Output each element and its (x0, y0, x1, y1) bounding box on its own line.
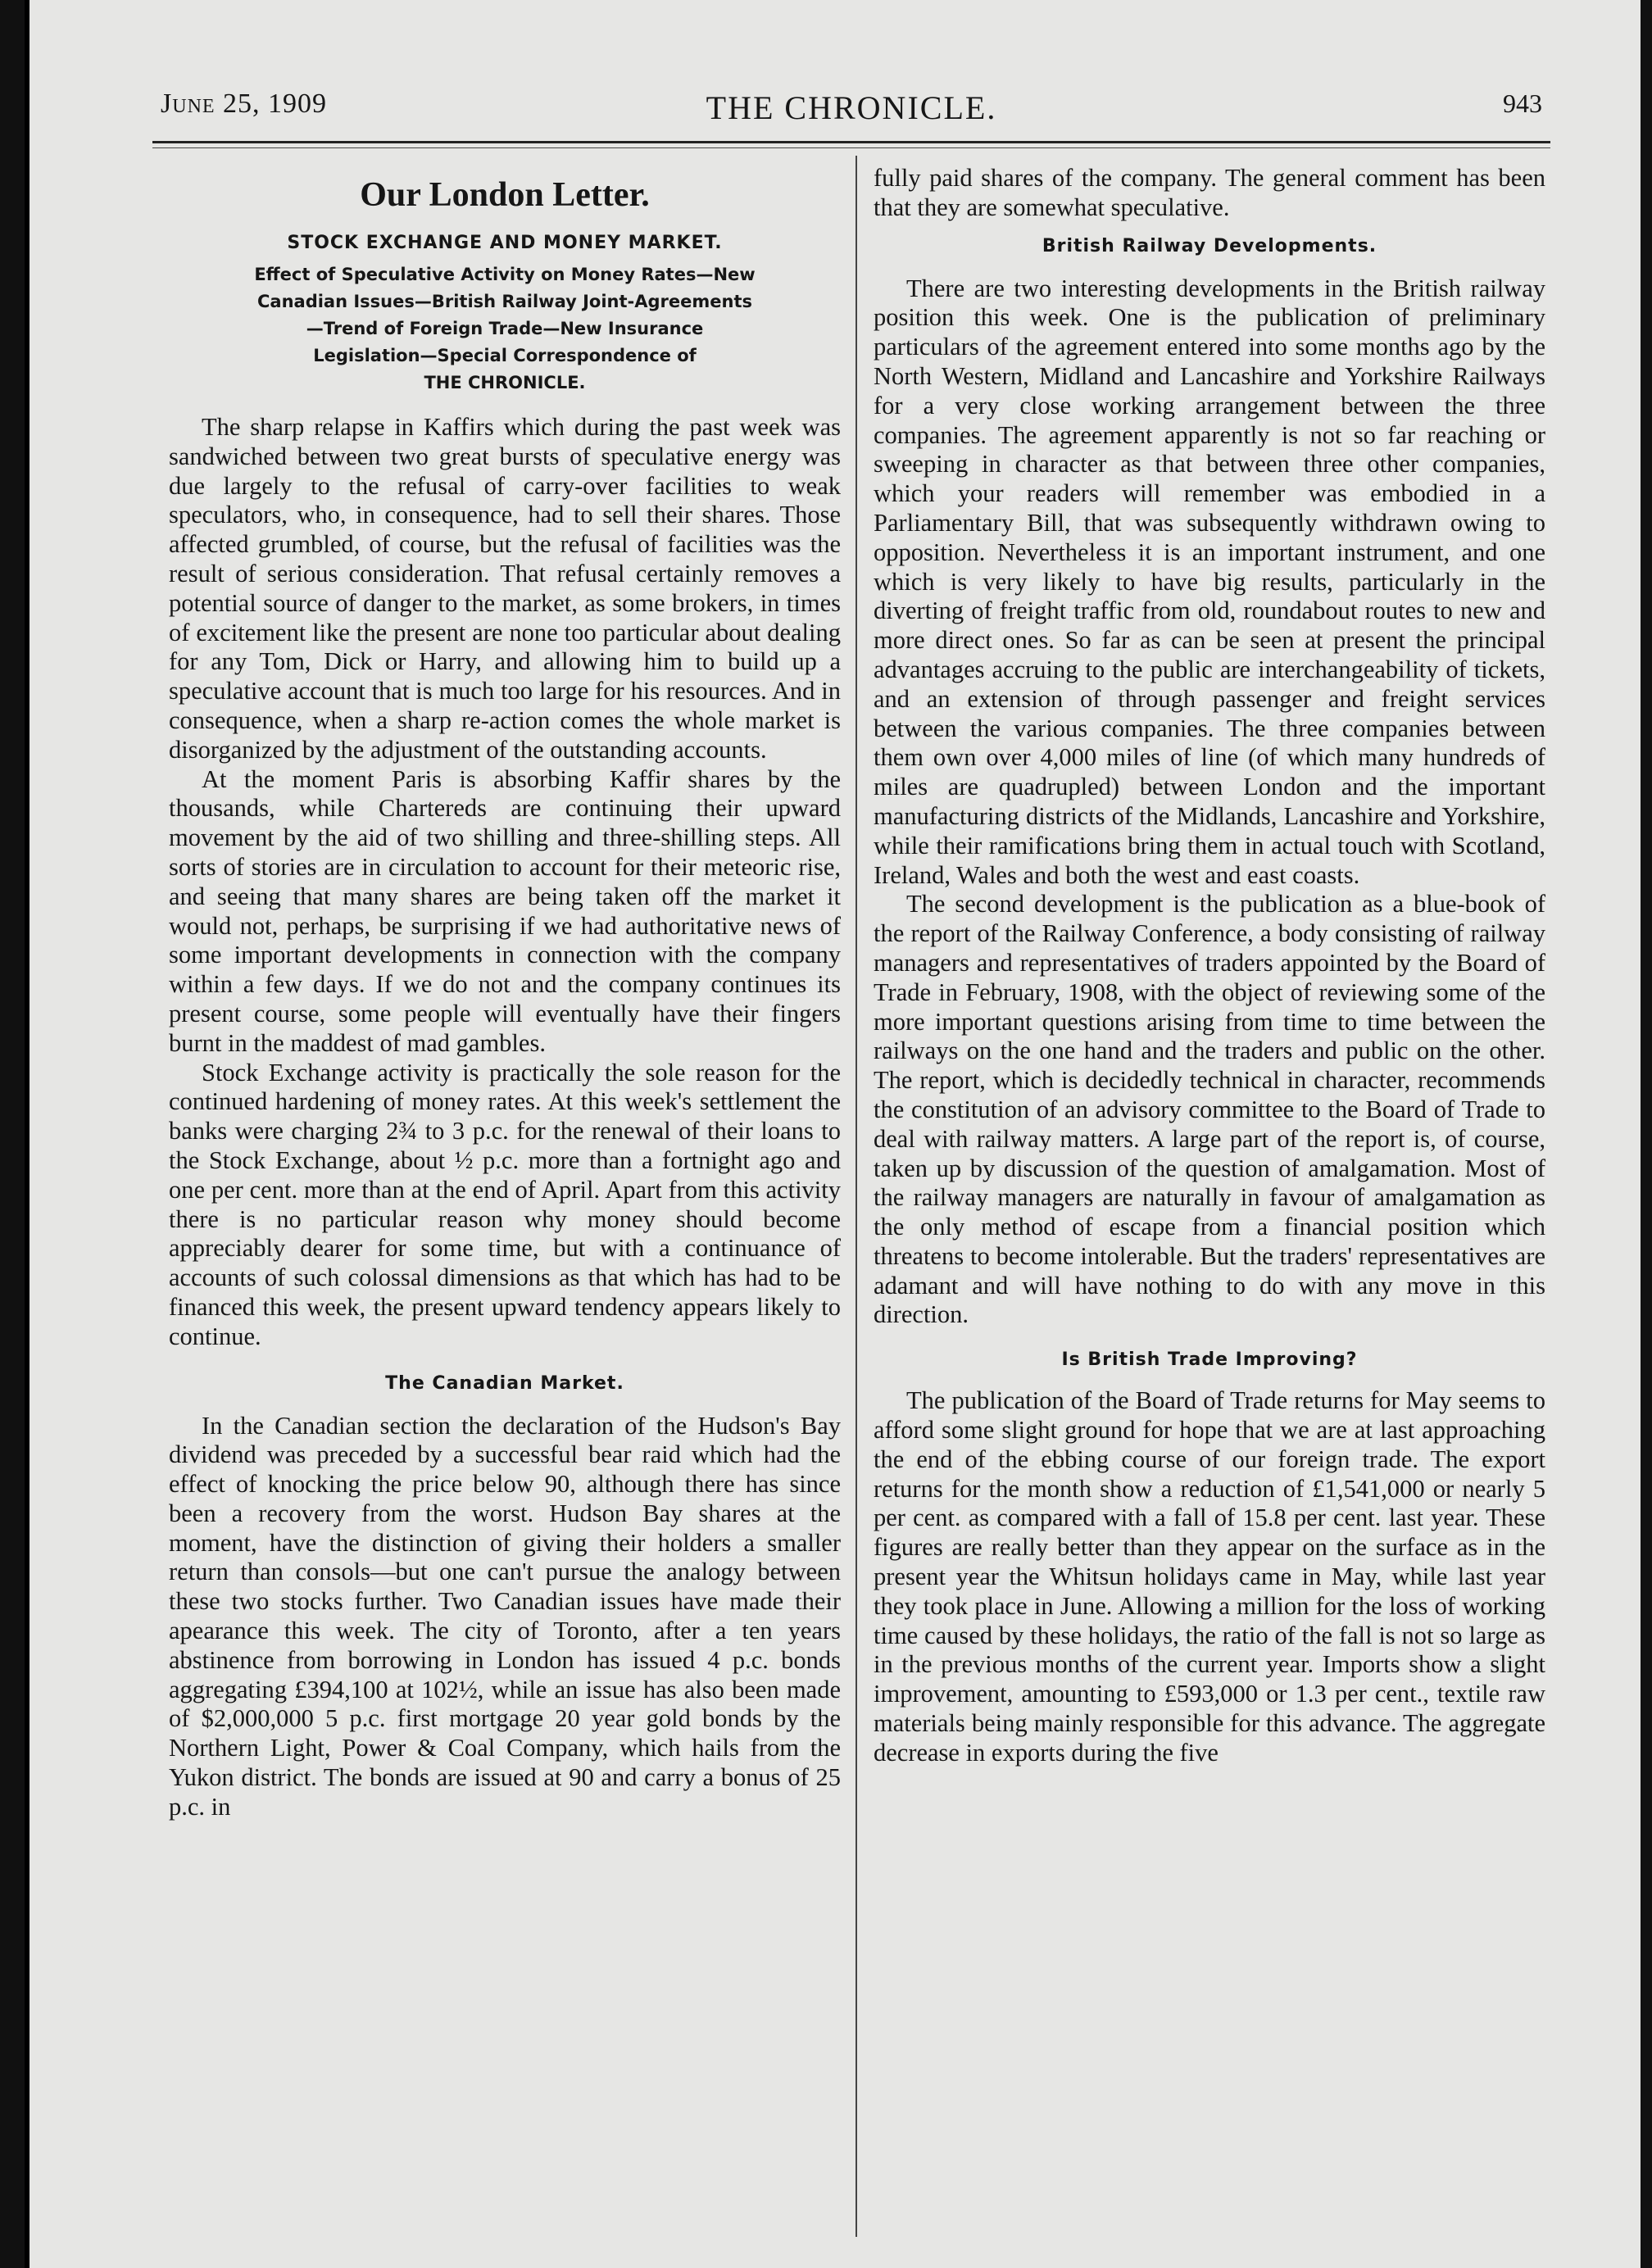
header-rule-thin (152, 147, 1550, 148)
page-number: 943 (1503, 88, 1542, 118)
page-header (161, 88, 1542, 138)
deck-line: Canadian Issues—British Railway Joint-Agreements (257, 292, 752, 311)
section-heading-canadian: The Canadian Market. (385, 1372, 624, 1394)
column-divider (856, 156, 857, 2237)
body-paragraph: At the moment Paris is absorbing Kaffir shares by the thousands, while Chartereds are continuing their upward movement by the aid of two shilling and three-shilling steps. All sorts of stories are in circulation to account for their meteoric rise, and seeing that many shares are being taken off the market it would not, perhaps, be surprising if we had authoritative news of some important developments in connection with the company within a few days. If we do not and the company continues its present course, some people will eventually have their fingers burnt in the maddest of mad gambles. (169, 764, 841, 1057)
publication-title: THE CHRONICLE. (706, 89, 997, 126)
body-paragraph: The sharp relapse in Kaffirs which during the past week was sandwiched between two great bursts of speculative energy was due largely to the refusal of carry-over facilities to weak speculators, who, in consequence, had to sell their shares. Those affected grumbled, of course, but the refusal of facilities was the result of serious consideration. That refusal certainly removes a potential source of danger to the market, as some brokers, in times of excitement like the present are none too particular about dealing for any Tom, Dick or Harry, and allowing him to build up a speculative account that is much too large for his resources. And in consequence, when a sharp re-action comes the whole market is disorganized by the adjustment of the outstanding accounts. (169, 413, 841, 764)
deck-line: —Trend of Foreign Trade—New Insurance (306, 319, 704, 338)
deck-line: THE CHRONICLE. (424, 373, 586, 392)
right-column (874, 164, 1545, 1768)
continued-paragraph: fully paid shares of the company. The general comment has been that they are somewhat speculative. (874, 164, 1545, 221)
body-paragraph: The second development is the publication as a blue-book of the report of the Railway Conference, a body consisting of railway managers and representatives of traders appointed by the Board of Trade in February, 1908, with the object of reviewing some of the more important questions arising from time to time between the railways on the one hand and the traders and public on the other. The report, which is decidedly technical in character, recommends the constitution of an advisory committee to the Board of Trade to deal with railway matters. A large part of the report is, of course, taken up by discussion of the question of amalgamation. Most of the railway managers are naturally in favour of amalgamation as the only method of escape from a financial position which threatens to become intolerable. But the traders' representatives are adamant and will have nothing to do with any move in this direction. (874, 890, 1545, 1329)
article-subtitle: STOCK EXCHANGE AND MONEY MARKET. (287, 233, 723, 253)
section-heading-railway: British Railway Developments. (1042, 235, 1377, 256)
body-paragraph: The publication of the Board of Trade returns for May seems to afford some slight ground for hope that we are at last approaching the end of the ebbing course of our foreign trade. The export returns for the month show a reduction of £1,541,000 or nearly 5 per cent. as compared with a fall of 15.8 per cent. last year. These figures are really better than they appear on the surface as in the present year the Whitsun holidays came in May, while last year they took place in June. Allowing a million for the loss of working time caused by these holidays, the ratio of the fall is not so large as in the previous months of the current year. Imports show a slight improvement, amounting to £593,000 or 1.3 per cent., textile raw materials being mainly responsible for this advance. The aggregate decrease in exports during the five (874, 1386, 1545, 1767)
header-rule (152, 141, 1550, 143)
body-paragraph: In the Canadian section the declaration of the Hudson's Bay dividend was preceded by a successful bear raid which had the effect of knocking the price below 90, although there has since been a recovery from the worst. Hudson Bay shares at the moment, have the distinction of giving their holders a smaller return than consols—but one can't pursue the analogy between these two stocks further. Two Canadian issues have made their apearance this week. The city of Toronto, after a ten years abstinence from borrowing in London has issued 4 p.c. bonds aggregating £394,100 at 102½, while an issue has also been made of $2,000,000 5 p.c. first mortgage 20 year gold bonds by the Northern Light, Power & Coal Company, which hails from the Yukon district. The bonds are issued at 90 and carry a bonus of 25 p.c. in (169, 1411, 841, 1821)
newspaper-page (25, 0, 1641, 2268)
body-paragraph: There are two interesting developments in the British railway position this week. One is the publication of preliminary particulars of the agreement entered into some months ago by the North Western, Midland and Lancashire and Yorkshire Railways for a very close working arrangement between the three companies. The agreement apparently is not so far reaching or sweeping in character as that between three other companies, which your readers will remember was embodied in a Parliamentary Bill, that was subsequently withdrawn owing to opposition. Nevertheless it is an important instrument, and one which is very likely to have big results, particularly in the diverting of freight traffic from old, roundabout routes to new and more direct ones. So far as can be seen at present the principal advantages accruing to the public are interchangeability of tickets, and an extension of through passenger and freight services between the various companies. The three companies between them own over 4,000 miles of line (of which many hundreds of miles are quadrupled) between London and the important manufacturing districts of the Midlands, Lancashire and Yorkshire, while their ramifications bring them in actual touch with Scotland, Ireland, Wales and both the west and east coasts. (874, 274, 1545, 889)
deck-line: Effect of Speculative Activity on Money Rates—New (254, 265, 756, 284)
deck-line: Legislation—Special Correspondence of (313, 346, 697, 365)
body-paragraph: Stock Exchange activity is practically the sole reason for the continued hardening of money rates. At this week's settlement the banks were charging 2¾ to 3 p.c. for the renewal of their loans to the Stock Exchange, about ½ p.c. more than a fortnight ago and one per cent. more than at the end of April. Apart from this activity there is no particular reason why money should become appreciably dearer for some time, but with a continuance of accounts of such colossal dimensions as that which has had to be financed this week, the present upward tendency appears likely to continue. (169, 1058, 841, 1350)
issue-date: June 25, 1909 (161, 88, 328, 119)
left-column (169, 164, 841, 1822)
section-heading-trade: Is British Trade Improving? (1061, 1349, 1358, 1371)
article-deck (177, 261, 833, 397)
article-title: Our London Letter. (360, 176, 650, 214)
